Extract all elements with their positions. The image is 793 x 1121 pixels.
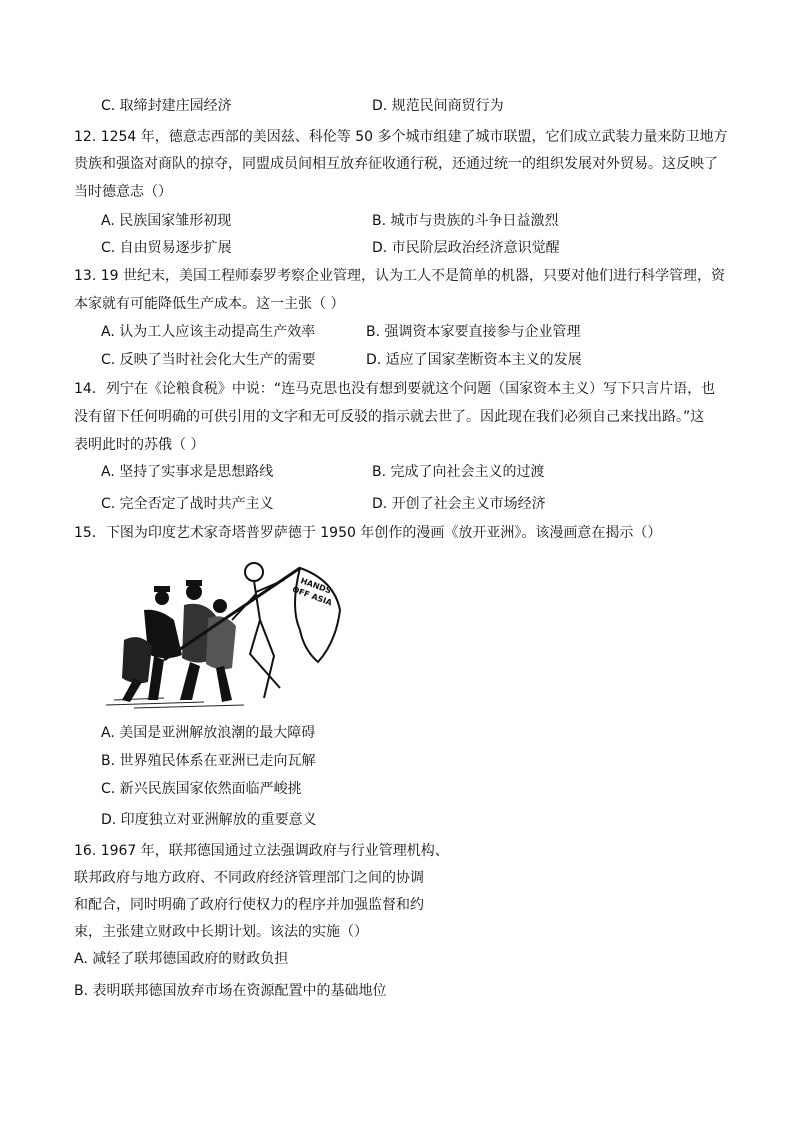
- q14-option-c: C. 完全否定了战时共产主义: [101, 496, 274, 512]
- q15-option-c: C. 新兴民族国家依然面临严峻挑: [101, 781, 302, 797]
- q16-option-a: A. 减轻了联邦德国政府的财政负担: [74, 951, 289, 967]
- q11-option-c: C. 取缔封建庄园经济: [101, 98, 232, 114]
- q12-stem-line2: 贵族和强盗对商队的掠夺，同盟成员间相互放弃征收通行税，还通过统一的组织发展对外贸易。这反映了: [74, 156, 718, 172]
- q14-stem-line3: 表明此时的苏俄（ ）: [74, 437, 205, 453]
- q12-option-c: C. 自由贸易逐步扩展: [101, 240, 232, 256]
- q14-stem-line2: 没有留下任何明确的可供引用的文字和无可反驳的指示就去世了。因此现在我们必须自己来找出路。”这: [74, 409, 705, 425]
- q15-option-b: B. 世界殖民体系在亚洲已走向瓦解: [101, 753, 316, 769]
- q12-stem-line1: 12. 1254 年，德意志西部的美因兹、科伦等 50 多个城市组建了城市联盟，它们成立武装力量来防卫地方: [74, 129, 728, 145]
- q13-option-d: D. 适应了国家垄断资本主义的发展: [366, 352, 582, 368]
- q16-stem-line1: 16. 1967 年，联邦德国通过立法强调政府与行业管理机构、: [74, 843, 449, 859]
- q11-option-d: D. 规范民间商贸行为: [372, 98, 504, 114]
- q13-option-b: B. 强调资本家要直接参与企业管理: [366, 324, 581, 340]
- q13-option-c: C. 反映了当时社会化大生产的需要: [101, 352, 316, 368]
- hands-off-asia-cartoon: [104, 550, 344, 710]
- q12-option-b: B. 城市与贵族的斗争日益激烈: [372, 213, 559, 229]
- q14-option-a: A. 坚持了实事求是思想路线: [101, 464, 274, 480]
- q15-option-d: D. 印度独立对亚洲解放的重要意义: [101, 812, 317, 828]
- q14-stem-line1: 14．列宁在《论粮食税》中说：“连马克思也没有想到要就这个问题（国家资本主义）写下只言片语，也: [74, 381, 716, 397]
- q13-stem-line2: 本家就有可能降低生产成本。这一主张（ ）: [74, 296, 345, 312]
- q14-option-d: D. 开创了社会主义市场经济: [372, 496, 546, 512]
- q12-stem-line3: 当时德意志（）: [74, 184, 172, 200]
- q16-stem-line4: 束，主张建立财政中长期计划。该法的实施（）: [74, 924, 368, 940]
- q16-stem-line3: 和配合，同时明确了政府行使权力的程序并加强监督和约: [74, 897, 424, 913]
- q12-option-a: A. 民族国家雏形初现: [101, 213, 232, 229]
- q12-option-d: D. 市民阶层政治经济意识觉醒: [372, 240, 560, 256]
- cartoon-flag-text: HANDS OFF ASIA: [291, 576, 334, 608]
- q16-stem-line2: 联邦政府与地方政府、不同政府经济管理部门之间的协调: [74, 870, 424, 886]
- q15-option-a: A. 美国是亚洲解放浪潮的最大障碍: [101, 725, 316, 741]
- q13-stem-line1: 13. 19 世纪末，美国工程师泰罗考察企业管理，认为工人不是简单的机器，只要对他们进行科学管理，资: [74, 268, 725, 284]
- q16-option-b: B. 表明联邦德国放弃市场在资源配置中的基础地位: [74, 983, 387, 999]
- q13-option-a: A. 认为工人应该主动提高生产效率: [101, 324, 316, 340]
- q14-option-b: B. 完成了向社会主义的过渡: [372, 464, 545, 480]
- q15-stem-line1: 15．下图为印度艺术家奇塔普罗萨德于 1950 年创作的漫画《放开亚洲》。该漫画意在揭示（）: [74, 525, 662, 541]
